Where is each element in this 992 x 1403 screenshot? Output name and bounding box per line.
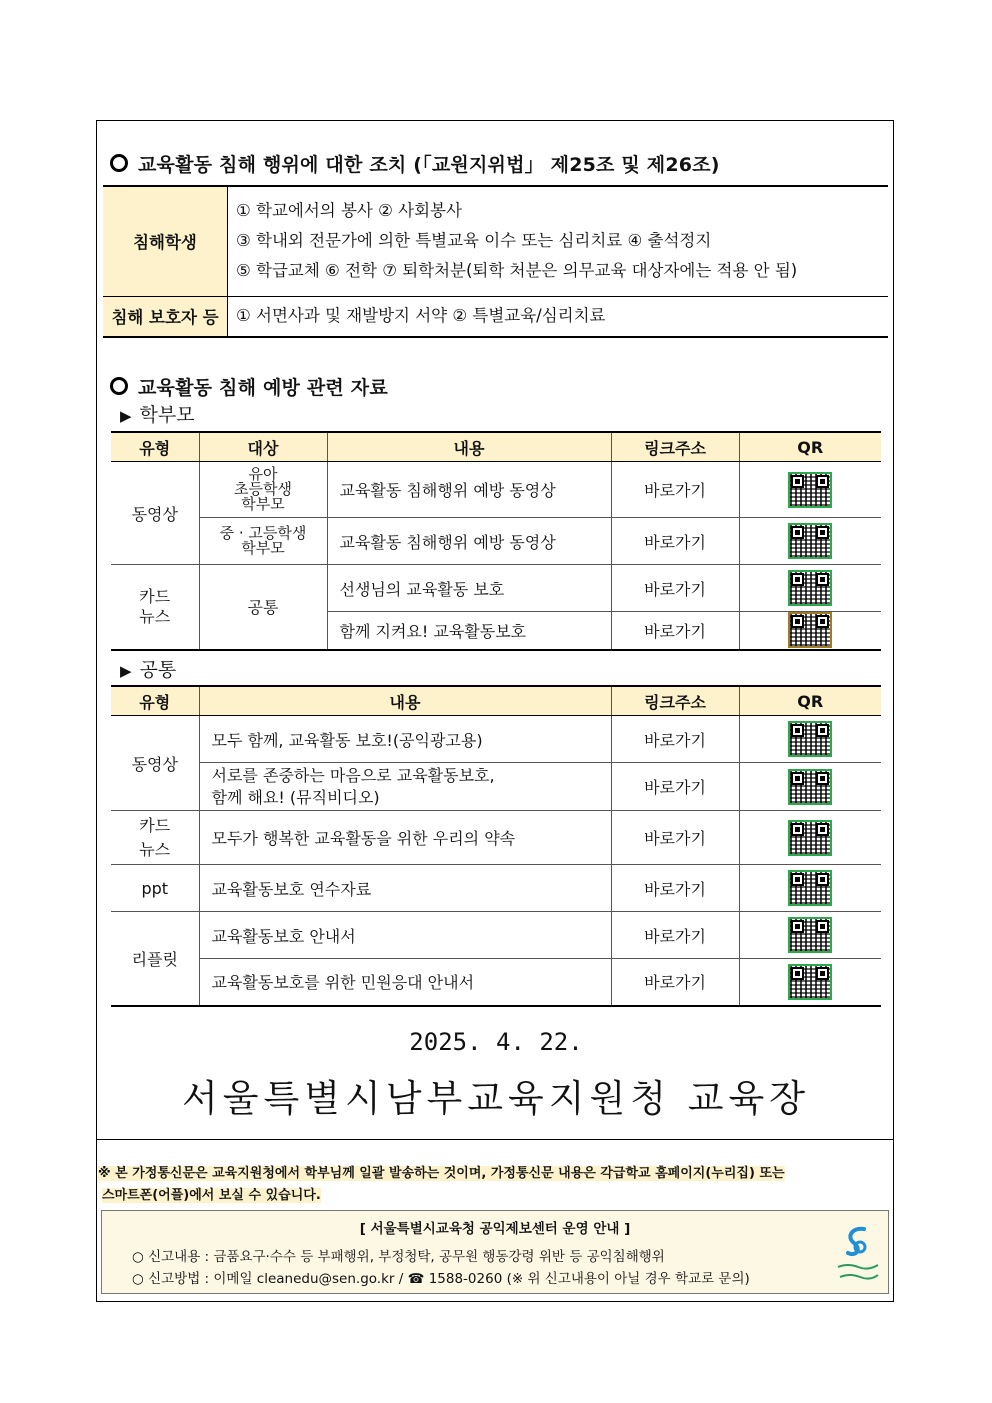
type-cell: 리플릿 — [111, 912, 199, 1006]
whistleblower-center-box — [101, 1210, 889, 1294]
type-cell: 동영상 — [111, 716, 199, 811]
column-header: 대상 — [199, 432, 327, 462]
column-header: 링크주소 — [611, 686, 739, 716]
qr-code-icon[interactable] — [788, 570, 832, 606]
section2-heading: 교육활동 침해 예방 관련 자료 — [110, 373, 388, 400]
content-cell: 교육활동보호를 위한 민원응대 안내서 — [199, 959, 611, 1006]
link-goto[interactable]: 바로가기 — [611, 462, 739, 518]
content-cell: 모두가 행복한 교육활동을 위한 우리의 약속 — [199, 811, 611, 865]
measures-label-guardian: 침해 보호자 등 — [103, 296, 228, 337]
measures-line: ① 서면사과 및 재발방지 서약 ② 특별교육/심리치료 — [236, 306, 606, 326]
triangle-bullet-icon: ▶ — [120, 407, 132, 425]
link-goto[interactable]: 바로가기 — [611, 865, 739, 912]
qr-code-icon[interactable] — [788, 769, 832, 805]
target-cell: 유아 초등학생 학부모 — [199, 462, 327, 518]
content-cell: 모두 함께, 교육활동 보호!(공익광고용) — [199, 716, 611, 763]
qr-code-icon[interactable] — [788, 523, 832, 559]
link-goto[interactable]: 바로가기 — [611, 518, 739, 565]
clean-seoul-logo — [834, 1223, 880, 1287]
measures-line: ⑤ 학급교체 ⑥ 전학 ⑦ 퇴학처분(퇴학 처분은 의무교육 대상자에는 적용 안 됨) — [236, 261, 798, 281]
report-content: ○ 신고내용 : 금품요구·수수 등 부패행위, 부정청탁, 공무원 행동강령 위반 등 공익침해행위 — [132, 1249, 665, 1265]
column-header: 내용 — [199, 686, 611, 716]
qr-code-icon[interactable] — [788, 472, 832, 508]
qr-code-icon[interactable] — [788, 870, 832, 906]
notice-line: ※ 본 가정통신문은 교육지원청에서 학부님께 일괄 발송하는 것이며, 가정통신문 내용은 각급학교 홈페이지(누리집) 또는 — [98, 1166, 785, 1181]
issue-date: 2025. 4. 22. — [409, 1028, 583, 1056]
qr-code-icon[interactable] — [788, 964, 832, 1000]
content-cell: 교육활동 침해행위 예방 동영상 — [327, 518, 611, 565]
issuer-office: 서울특별시남부교육지원청 교육장 — [182, 1077, 810, 1120]
link-goto[interactable]: 바로가기 — [611, 763, 739, 811]
triangle-bullet-icon: ▶ — [120, 662, 132, 680]
type-cell: 카드 뉴스 — [111, 565, 199, 650]
target-cell: 공통 — [199, 565, 327, 650]
column-header: 내용 — [327, 432, 611, 462]
column-header: 링크주소 — [611, 432, 739, 462]
measures-table — [103, 185, 888, 338]
measures-line: ③ 학내외 전문가에 의한 특별교육 이수 또는 심리치료 ④ 출석정지 — [236, 231, 712, 251]
report-method: ○ 신고방법 : 이메일 cleanedu@sen.go.kr / ☎ 1588-0260 (※ 위 신고내용이 아닐 경우 학교로 문의) — [132, 1271, 750, 1287]
type-cell: ppt — [111, 865, 199, 912]
qr-code-icon[interactable] — [788, 820, 832, 856]
column-header: QR — [739, 432, 881, 462]
common-resource-table — [111, 685, 881, 1007]
common-subheading: ▶ 공통 — [120, 659, 177, 681]
link-goto[interactable]: 바로가기 — [611, 716, 739, 763]
link-goto[interactable]: 바로가기 — [611, 811, 739, 865]
content-cell: 교육활동 침해행위 예방 동영상 — [327, 462, 611, 518]
target-cell: 중 · 고등학생 학부모 — [199, 518, 327, 565]
section1-heading: 교육활동 침해 행위에 대한 조치 (「교원지위법」 제25조 및 제26조) — [110, 150, 720, 177]
measures-line: ① 학교에서의 봉사 ② 사회봉사 — [236, 201, 462, 221]
qr-code-icon[interactable] — [788, 612, 832, 648]
type-cell: 동영상 — [111, 462, 199, 565]
content-cell: 선생님의 교육활동 보호 — [327, 565, 611, 612]
qr-code-icon[interactable] — [788, 917, 832, 953]
column-header: 유형 — [111, 686, 199, 716]
content-cell: 교육활동보호 연수자료 — [199, 865, 611, 912]
link-goto[interactable]: 바로가기 — [611, 912, 739, 959]
link-goto[interactable]: 바로가기 — [611, 612, 739, 650]
notice-text — [98, 1163, 785, 1207]
content-cell: 교육활동보호 안내서 — [199, 912, 611, 959]
measures-label-student: 침해학생 — [103, 186, 228, 296]
content-cell: 서로를 존중하는 마음으로 교육활동보호, 함께 해요! (뮤직비디오) — [199, 763, 611, 811]
column-header: QR — [739, 686, 881, 716]
content-cell: 함께 지켜요! 교육활동보호 — [327, 612, 611, 650]
qr-code-icon[interactable] — [788, 721, 832, 757]
link-goto[interactable]: 바로가기 — [611, 565, 739, 612]
parents-resource-table — [111, 431, 881, 651]
parents-subheading: ▶ 학부모 — [120, 404, 195, 426]
circle-bullet-icon — [110, 377, 128, 395]
type-cell: 카드 뉴스 — [111, 811, 199, 865]
center-title: [ 서울특별시교육청 공익제보센터 운영 안내 ] — [359, 1221, 631, 1237]
column-header: 유형 — [111, 432, 199, 462]
notice-line: 스마트폰(어플)에서 보실 수 있습니다. — [102, 1188, 321, 1203]
circle-bullet-icon — [110, 154, 128, 172]
link-goto[interactable]: 바로가기 — [611, 959, 739, 1006]
